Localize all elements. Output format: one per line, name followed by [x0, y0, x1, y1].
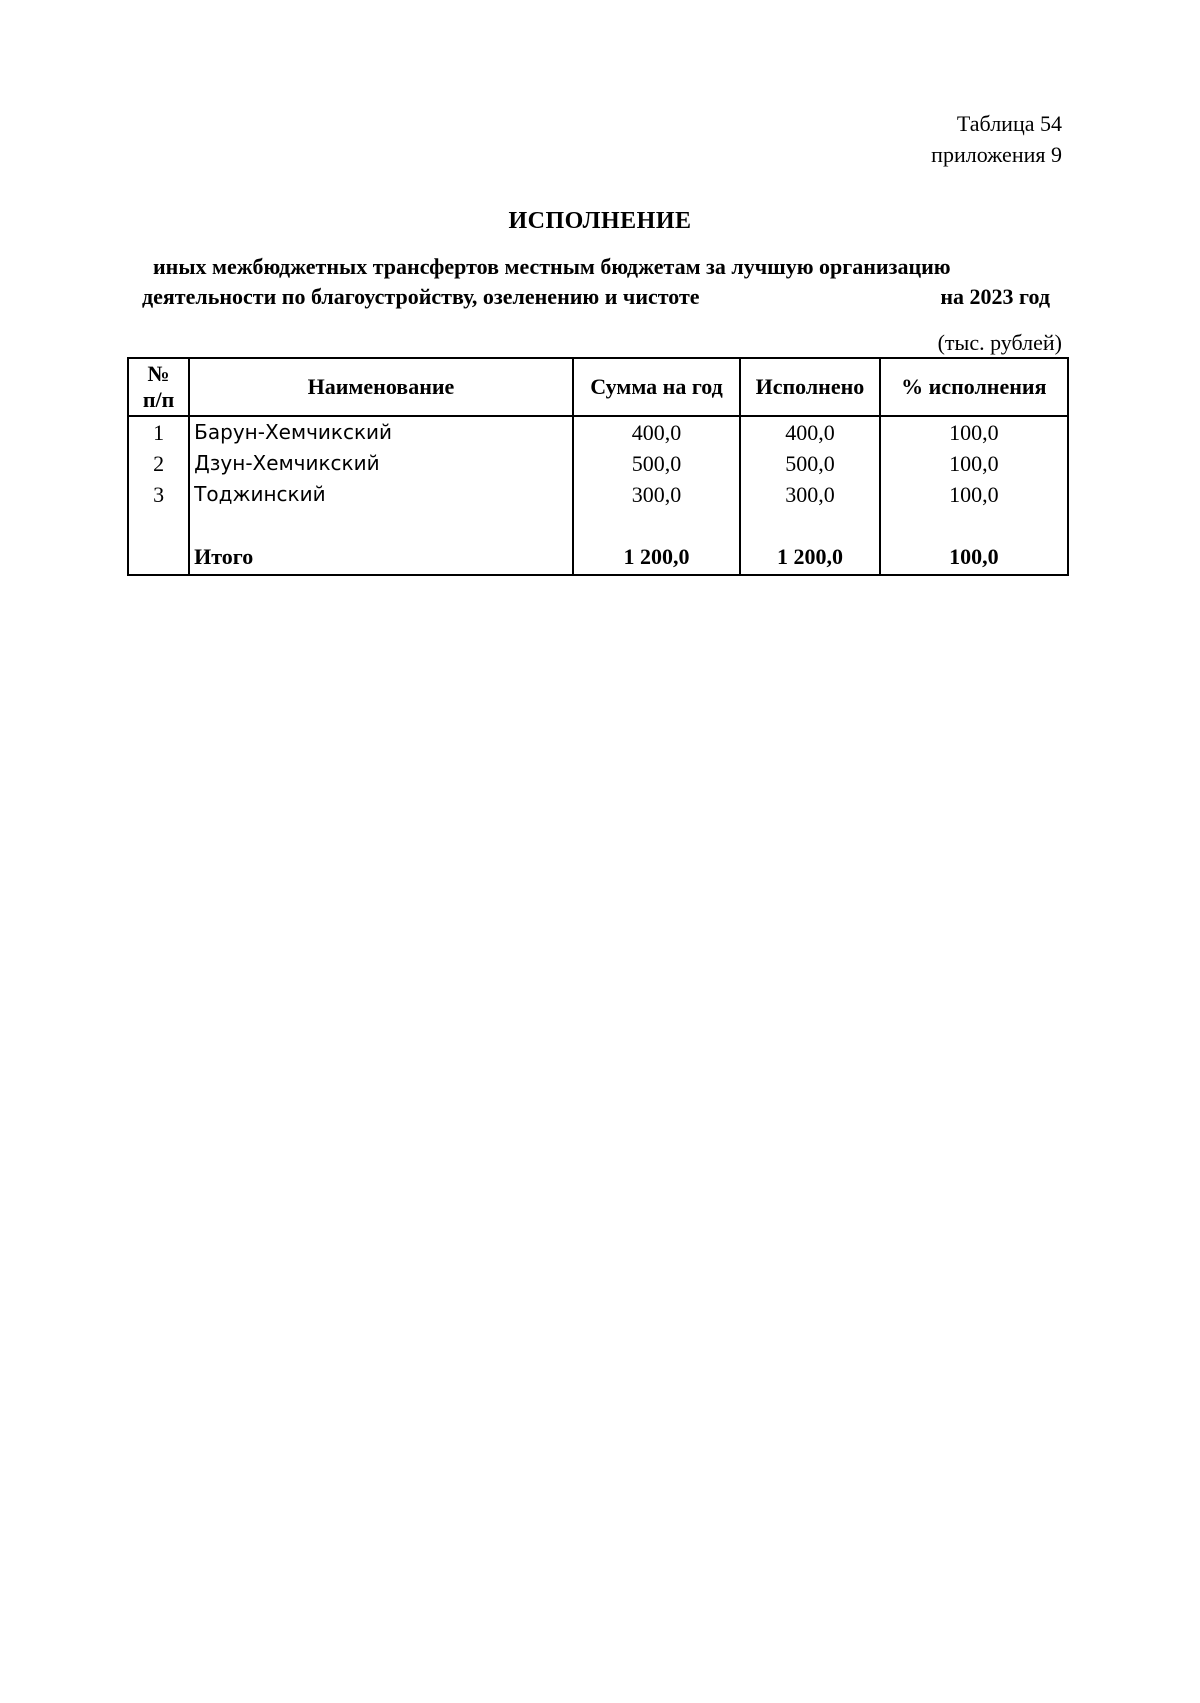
- row-name: Дзун-Хемчикский: [189, 448, 573, 479]
- row-percent: 100,0: [880, 448, 1068, 479]
- row-done: 400,0: [740, 416, 879, 448]
- total-plan: 1 200,0: [573, 538, 740, 575]
- table-row: [128, 448, 1068, 479]
- table-row: [128, 479, 1068, 510]
- header-percent: % исполнения: [880, 358, 1068, 416]
- subtitle-line-2: деятельности по благоустройству, озеленению и чистоте: [142, 284, 700, 309]
- row-name: Тоджинский: [189, 479, 573, 510]
- units-label: (тыс. рублей): [937, 330, 1062, 355]
- header-name: Наименование: [189, 358, 573, 416]
- subtitle-line-1: иных межбюджетных трансфертов местным бюджетам за лучшую организацию: [153, 254, 951, 279]
- row-percent: 100,0: [880, 416, 1068, 448]
- table-header-row: [128, 358, 1068, 416]
- row-number: 1: [128, 416, 189, 448]
- row-number: 2: [128, 448, 189, 479]
- total-percent: 100,0: [880, 538, 1068, 575]
- table-total-row: [128, 538, 1068, 575]
- total-label: Итого: [189, 538, 573, 575]
- row-number: 3: [128, 479, 189, 510]
- document-title: ИСПОЛНЕНИЕ: [508, 208, 692, 234]
- total-done: 1 200,0: [740, 538, 879, 575]
- execution-table: [127, 357, 1069, 576]
- row-done: 300,0: [740, 479, 879, 510]
- total-number: [128, 538, 189, 575]
- row-name: Барун-Хемчикский: [189, 416, 573, 448]
- table-reference: [931, 108, 1062, 170]
- header-done: Исполнено: [740, 358, 879, 416]
- appendix-number: приложения 9: [931, 142, 1062, 167]
- header-number-sign: №: [147, 361, 170, 386]
- header-number: [128, 358, 189, 416]
- subtitle-year: на 2023 год: [940, 284, 1050, 309]
- header-plan: Сумма на год: [573, 358, 740, 416]
- row-done: 500,0: [740, 448, 879, 479]
- row-plan: 400,0: [573, 416, 740, 448]
- table-spacer-row: [128, 510, 1068, 538]
- header-number-pp: п/п: [142, 387, 175, 412]
- row-plan: 500,0: [573, 448, 740, 479]
- table-row: [128, 416, 1068, 448]
- table-number: Таблица 54: [956, 111, 1062, 136]
- row-percent: 100,0: [880, 479, 1068, 510]
- row-plan: 300,0: [573, 479, 740, 510]
